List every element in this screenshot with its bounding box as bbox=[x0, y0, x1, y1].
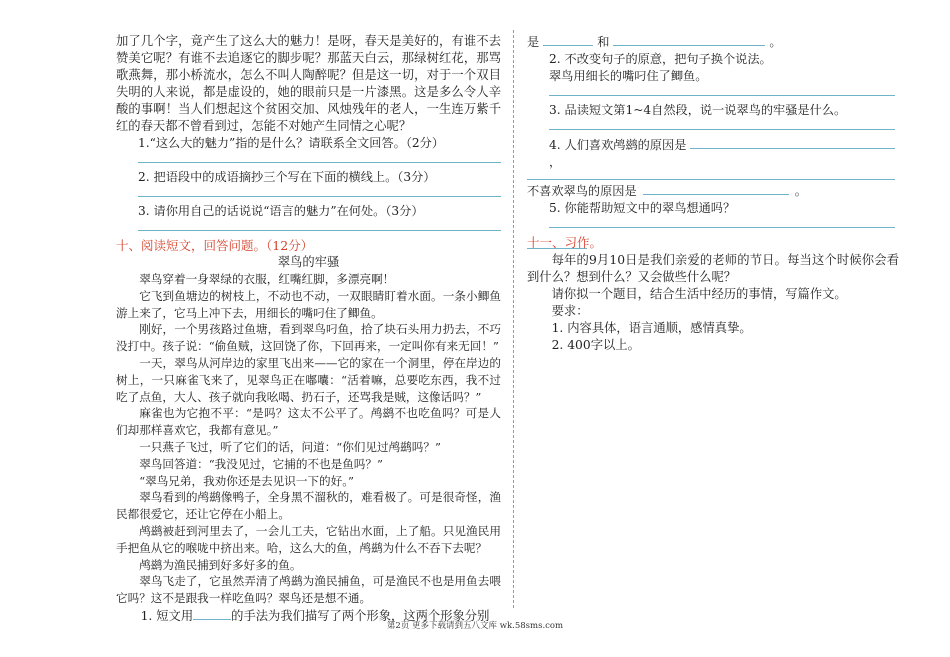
article-paragraph: “翠鸟兄弟，我劝你还是去见识一下的好。” bbox=[139, 473, 354, 488]
short-question-1-continued bbox=[527, 33, 899, 51]
short-question-1-part-a: 1. 短文用 bbox=[140, 608, 194, 623]
article-paragraph: 翠鸟飞走了，它虽然弄清了鸬鹚为渔民捕鱼，可是渔民不也是用鱼去喂它吗？这不是跟我一样吃鱼吗？翠鸟还是想不通。 bbox=[116, 574, 501, 606]
answer-blank[interactable] bbox=[643, 182, 789, 195]
answer-line[interactable] bbox=[527, 173, 895, 180]
column-divider bbox=[513, 30, 515, 608]
question-4-part-b: ， bbox=[549, 155, 562, 169]
requirement-2: 2. 400字以上。 bbox=[551, 338, 640, 352]
short-question-1-part-b: 的手法为我们描写了两个形象，这两个形象分别 bbox=[231, 608, 490, 623]
answer-line[interactable] bbox=[138, 152, 501, 163]
essay-intro: 每年的9月10日是我们亲爱的老师的节日。每当这个时候你会看到什么？想到什么？又会做些什么呢？ bbox=[527, 253, 899, 284]
question-4-part-a: 4. 人们喜欢鸬鹚的原因是 bbox=[549, 138, 687, 152]
section-11-title: 十一、习作。 bbox=[527, 235, 603, 250]
answer-line[interactable] bbox=[549, 85, 895, 96]
answer-blank[interactable] bbox=[193, 607, 231, 620]
answer-blank[interactable] bbox=[690, 136, 895, 149]
question-1: 1.“这么大的魅力”指的是什么？请联系全文回答。（2分） bbox=[138, 136, 445, 150]
left-column bbox=[116, 33, 501, 625]
article-paragraph: 它飞到鱼塘边的树枝上，不动也不动，一双眼睛盯着水面。一条小鲫鱼游上来了，它马上冲下去，用细长的嘴叼住了鲫鱼。 bbox=[116, 288, 501, 320]
right-column bbox=[527, 33, 899, 354]
answer-line[interactable] bbox=[549, 217, 895, 228]
article-paragraph: 翠鸟穿着一身翠绿的衣服，红嘴红脚，多漂亮啊！ bbox=[139, 272, 395, 286]
article-paragraph: 一天，翠鸟从河岸边的家里飞出来——它的家在一个洞里，停在岸边的树上，一只麻雀飞来了，见翠鸟正在嘟囔：“活着嘛，总要吃东西，我不过吃了点鱼，大人、孩子就向我吆喝、扔石子，还骂我是贼，这像话吗？” bbox=[116, 355, 501, 404]
answer-line[interactable] bbox=[138, 186, 501, 197]
question-4-continued bbox=[527, 182, 899, 200]
question-2-sentence: 翠鸟用细长的嘴叼住了鲫鱼。 bbox=[549, 69, 708, 83]
question-5: 5. 你能帮助短文中的翠鸟想通吗？ bbox=[549, 201, 736, 215]
question-4-part-d: 。 bbox=[794, 184, 807, 198]
article-paragraph: 鸬鹚被赶到河里去了，一会儿工夫，它钻出水面，上了船。只见渔民用手把鱼从它的喉咙中挤出来。哈，这么大的鱼，鸬鹚为什么不吞下去呢？ bbox=[116, 523, 501, 555]
article-paragraph: 麻雀也为它抱不平：“是吗？这太不公平了。鸬鹚不也吃鱼吗？可是人们却那样喜欢它，我都有意见。” bbox=[116, 406, 501, 438]
article-paragraph: 翠鸟回答道：“我没见过，它捕的不也是鱼吗？” bbox=[139, 456, 383, 471]
line1-part-b: 和 bbox=[597, 35, 610, 49]
question-3: 3. 请你用自己的话说说“语言的魅力”在何处。（3分） bbox=[138, 204, 424, 218]
line1-part-c: 。 bbox=[769, 35, 782, 49]
answer-blank[interactable] bbox=[543, 33, 593, 46]
answer-blank[interactable] bbox=[613, 33, 765, 46]
requirement-1: 1. 内容具体，语言通顺，感情真挚。 bbox=[551, 321, 752, 335]
question-3: 3. 品读短文第1~4自然段，说一说翠鸟的牢骚是什么。 bbox=[549, 103, 847, 117]
essay-task: 请你拟一个题目，结合生活中经历的事情，写篇作文。 bbox=[551, 287, 847, 301]
question-4 bbox=[527, 136, 899, 171]
question-2: 2. 把语段中的成语摘抄三个写在下面的横线上。（3分） bbox=[138, 170, 436, 184]
intro-paragraph: 加了几个字，竟产生了这么大的魅力！是呀，春天是美好的，有谁不去赞美它呢？有谁不去追逐它的脚步呢？那蓝天白云，那绿树红花，那骂歌燕舞，那小桥流水，怎么不叫人陶醉呢？但是这一切，对于一个双目失明的人来说，都是虚设的，她的眼前只是一片漆黑。这是多么令人辛酸的事啊！当人们想起这个贫困交加、风烛残年的老人，一生连万紫千红的春天都不曾看到过，怎能不对她产生同情之心呢？ bbox=[116, 34, 501, 133]
article-paragraph: 鸬鹚为渔民捕到好多好多的鱼。 bbox=[139, 557, 302, 572]
answer-line[interactable] bbox=[138, 220, 501, 231]
article-paragraph: 一只燕子飞过，听了它们的话，问道：“你们见过鸬鹚吗？” bbox=[139, 439, 441, 454]
requirements-label: 要求： bbox=[551, 304, 589, 318]
article-body bbox=[116, 271, 501, 607]
article-title: 翠鸟的牢骚 bbox=[277, 255, 340, 269]
line1-part-a: 是 bbox=[527, 35, 540, 49]
question-2: 2. 不改变句子的原意，把句子换个说法。 bbox=[549, 52, 772, 66]
article-paragraph: 刚好，一个男孩路过鱼塘，看到翠鸟叼鱼，拾了块石头用力扔去，不巧没打中。孩子说：“偷鱼贼，这回饶了你，下回再来，一定叫你有来无回！” bbox=[116, 322, 501, 354]
question-4-part-c: 不喜欢翠鸟的原因是 bbox=[527, 184, 637, 198]
page-footer: 第2页 更多下载请到五八文库 wk.58sms.com bbox=[386, 621, 564, 631]
answer-line[interactable] bbox=[549, 119, 895, 130]
article-paragraph: 翠鸟看到的鸬鹚像鸭子，全身黑不溜秋的，难看极了。可是很奇怪，渔民都很爱它，还让它停在小船上。 bbox=[116, 490, 501, 522]
section-10-title: 十、阅读短文，回答问题。（12分） bbox=[116, 238, 314, 253]
